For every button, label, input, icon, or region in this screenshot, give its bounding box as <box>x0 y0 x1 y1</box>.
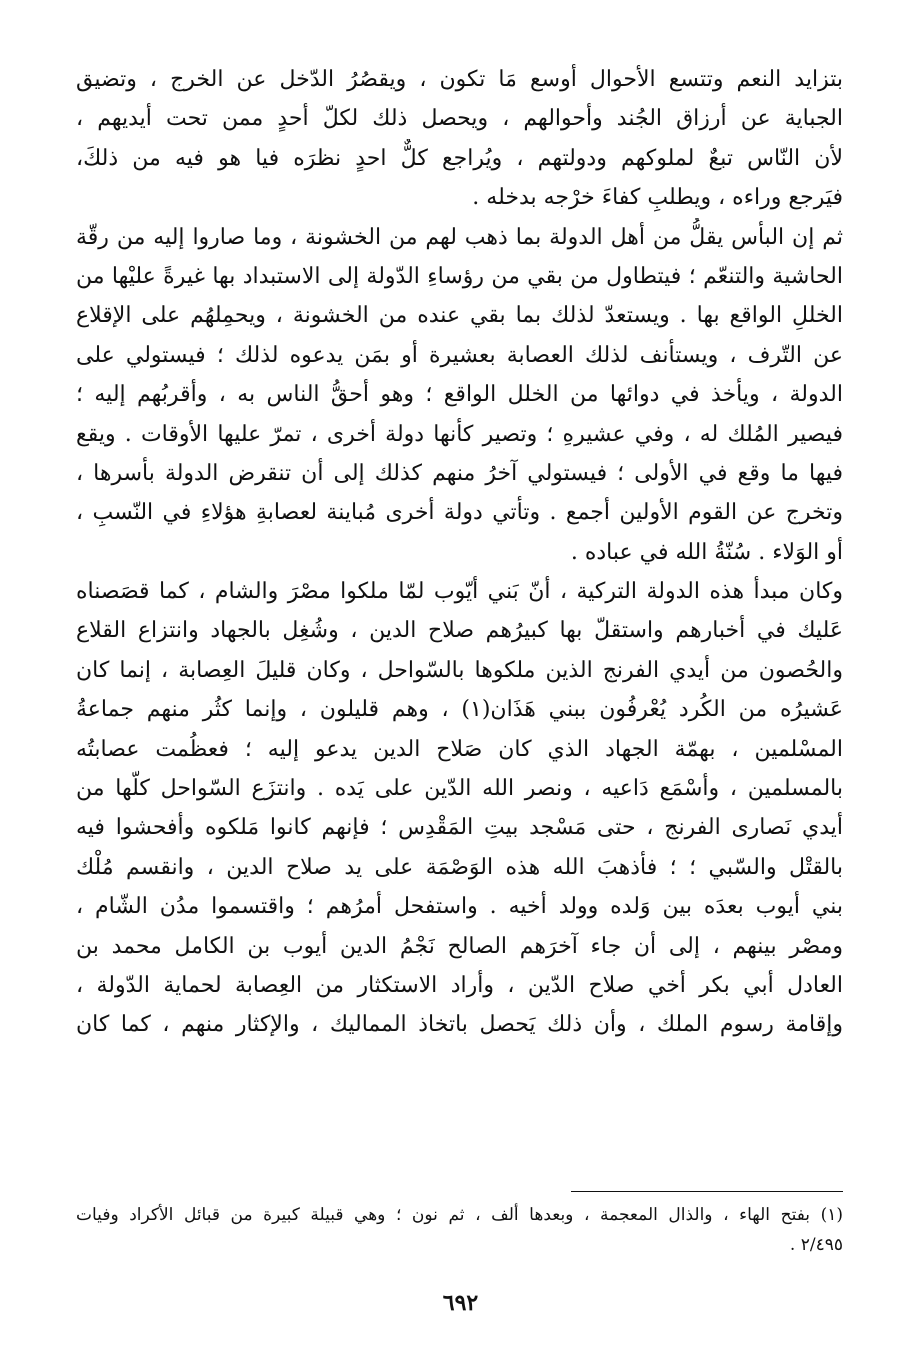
text-line-1: بتزايد النعم وتتسع الأحوال أوسع مَا تكون ، ويقصُرُ الدّخل عن الخرج ، وتضيق <box>76 67 843 92</box>
text-line-8: عن التّرف ، ويستأنف لذلك العصابة بعشيرة أو بمَن يدعوه لذلك ؛ فيستولي على <box>76 342 843 368</box>
text-line-14: وكان مبدأ هذه الدولة التركية ، أنّ بَني أيّوب لمّا ملكوا مصْرَ والشام ، كما قصَصناه <box>76 579 843 605</box>
text-line-23: ومصْر بينهم ، إلى أن جاء آخرَهم الصالح نَجْمُ الدين أيوب بن الكامل محمد بن <box>76 933 843 959</box>
footnote <box>76 1200 843 1260</box>
text-line-13: أو الوَلاء . سُنّةُ الله في عباده . <box>570 539 843 565</box>
text-line-11: فيها ما وقع في الأولى ؛ فيستولي آخرُ منهم كذلك إلى أن تنقرض الدولة بأسرها ، <box>76 460 843 486</box>
footnote-line-2: ٢/٤٩٥ . <box>789 1235 843 1255</box>
text-line-6: الحاشية والتنعّم ؛ فيتطاول من بقي من رؤساءِ الدّولة إلى الاستبداد بها غيرةً عليْها من <box>76 263 843 289</box>
text-line-12: وتخرج عن القوم الأولين أجمع . وتأتي دولة أخرى مُباينة لعصابةِ هؤلاءِ في النّسبِ ، <box>76 500 843 526</box>
text-line-16: والحُصون من أيدي الفرنج الذين ملكوها بالسّواحل ، وكان قليلَ العِصابة ، إنما كان <box>76 657 843 683</box>
text-line-24: العادل أبي بكر أخي صلاح الدّين ، وأراد الاستكثار من العِصابة لحماية الدّولة ، <box>76 972 843 998</box>
text-line-5: ثم إن البأس يقلُّ من أهل الدولة بما ذهب لهم من الخشونة ، وما صاروا إليه من رقّة <box>76 224 843 250</box>
text-line-9: الدولة ، ويأخذ في دوائها من الخلل الواقع ؛ وهو أحقُّ الناس به ، وأقربُهم إليه ؛ <box>76 382 843 408</box>
text-line-19: بالمسلمين ، وأسْمَع دَاعيه ، ونصر الله الدّين على يَده . وانتزَع السّواحل كلّها من <box>76 776 843 802</box>
text-line-22: بني أيوب بعدَه بين وَلده وولد أخيه . واستفحل أمرُهم ؛ واقتسموا مدُن الشّام ، <box>76 894 843 920</box>
text-line-4: فيَرجع وراءه ، ويطلبِ كفاءَ خرْجه بدخله . <box>472 185 843 211</box>
text-line-21: بالقتْل والسّبي ؛ ؛ فأذهبَ الله هذه الوَصْمَة على يد صلاح الدين ، وانقسم مُلْك <box>76 854 843 880</box>
text-line-20: أيدي نَصارى الفرنج ، حتى مَسْجد بيتِ المَقْدِس ؛ فإنهم كانوا مَلكوه وأفحشوا فيه <box>76 815 843 841</box>
text-line-25: وإقامة رسوم الملك ، وأن ذلك يَحصل باتخاذ المماليك ، والإكثار منهم ، كما كان <box>76 1012 843 1038</box>
text-line-18: المسْلمين ، بهمّة الجهاد الذي كان صَلاح الدين يدعو إليه ؛ فعظُمت عصابتُه <box>76 736 843 762</box>
text-line-2: الجباية عن أرزاق الجُند وأحوالهم ، ويحصل ذلك لكلّ أحدٍ ممن تحت أيديهم ، <box>76 106 843 132</box>
text-line-7: الخللِ الواقع بها . ويستعدّ لذلك بما بقي عنده من الخشونة ، ويحمِلهُم على الإقلاع <box>76 303 843 329</box>
text-line-3: لأن النّاس تبعٌ لملوكهم ودولتهم ، ويُراجع كلٌّ احدٍ نظرَه فيا هو فيه من ذلكَ، <box>76 145 843 171</box>
text-line-10: فيصير المُلك له ، وفي عشيرهِ ؛ وتصير كأنها دولة أخرى ، تمرّ عليها الأوقات . ويقع <box>76 421 843 447</box>
footnote-line-1: (١) بفتح الهاء ، والذال المعجمة ، وبعدها ألف ، ثم نون ؛ وهي قبيلة كبيرة من قبائل الأكراد وفيات <box>76 1205 843 1225</box>
text-line-17: عَشيرُه من الكُرد يُعْرفُون ببني هَذَان(١) ، وهم قليلون ، وإنما كثُر منهم جماعةُ <box>76 697 843 723</box>
main-text <box>76 60 843 1045</box>
footnote-divider <box>571 1191 843 1192</box>
text-line-15: عَليك في أخبارهم واستقلّ بها كبيرُهم صلاح الدين ، وشُغِل بالجهاد وانتزاع القلاع <box>76 618 843 644</box>
page-number: ٦٩٢ <box>442 1290 479 1316</box>
